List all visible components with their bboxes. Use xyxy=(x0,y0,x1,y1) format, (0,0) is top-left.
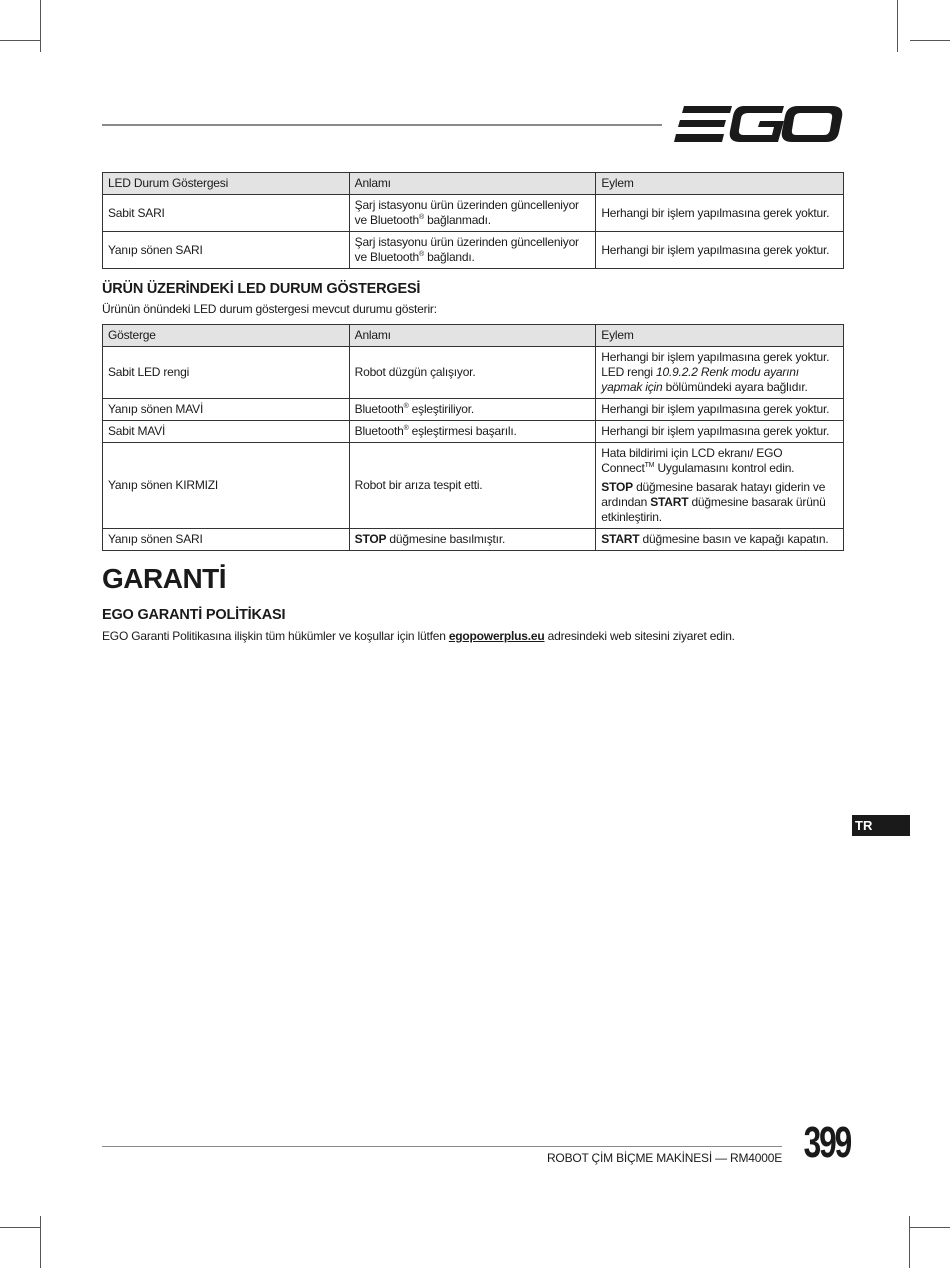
status-table xyxy=(102,172,844,269)
meaning-cell: Robot bir arıza tespit etti. xyxy=(349,443,596,529)
crop-mark xyxy=(910,1227,950,1228)
crop-mark xyxy=(0,1227,40,1228)
table-row xyxy=(103,399,844,421)
action-text: Hata bildirimi için LCD ekranı/ EGO Connect xyxy=(601,446,783,475)
column-header: Eylem xyxy=(596,173,844,195)
meaning-cell xyxy=(349,195,596,232)
column-header: Anlamı xyxy=(349,173,596,195)
meaning-text: Bluetooth xyxy=(354,424,404,438)
action-text: düğmesine basarak ürünü etkinleştirin. xyxy=(601,495,826,524)
table-header-row xyxy=(103,173,844,195)
column-header: Anlamı xyxy=(349,325,596,347)
header-rule xyxy=(102,124,662,126)
language-tab: TR xyxy=(852,815,910,836)
trademark: TM xyxy=(644,462,655,469)
indicator-cell: Yanıp sönen MAVİ xyxy=(103,399,350,421)
table-row xyxy=(103,347,844,399)
action-cell: Herhangi bir işlem yapılmasına gerek yoktur. xyxy=(596,421,844,443)
table-row xyxy=(103,443,844,529)
indicator-cell: Sabit SARI xyxy=(103,195,350,232)
action-cell: Herhangi bir işlem yapılmasına gerek yoktur. xyxy=(596,195,844,232)
action-cell: Herhangi bir işlem yapılmasına gerek yoktur. xyxy=(596,232,844,269)
action-text: Herhangi bir işlem yapılmasına gerek yoktur. LED rengi xyxy=(601,350,830,379)
warranty-link[interactable]: egopowerplus.eu xyxy=(448,629,545,643)
indicator-cell: Sabit LED rengi xyxy=(103,347,350,399)
registered-mark: ® xyxy=(403,425,409,432)
meaning-text: Bluetooth xyxy=(354,402,404,416)
action-cell xyxy=(596,347,844,399)
meaning-cell: Robot düzgün çalışıyor. xyxy=(349,347,596,399)
start-label: START xyxy=(650,495,689,509)
crop-mark xyxy=(40,1216,41,1268)
warranty-text-part: EGO Garanti Politikasına ilişkin tüm hükümler ve koşullar için lütfen xyxy=(102,629,449,643)
warranty-title: GARANTİ xyxy=(102,563,227,594)
column-header: Gösterge xyxy=(103,325,350,347)
registered-mark: ® xyxy=(418,214,424,221)
indicator-cell: Sabit MAVİ xyxy=(103,421,350,443)
action-text: düğmesine basın ve kapağı kapatın. xyxy=(639,532,829,546)
action-paragraph xyxy=(601,480,838,525)
meaning-cell xyxy=(349,529,596,551)
meaning-text: düğmesine basılmıştır. xyxy=(386,532,506,546)
warranty-text xyxy=(102,629,735,643)
column-header: LED Durum Göstergesi xyxy=(103,173,350,195)
section-heading: ÜRÜN ÜZERİNDEKİ LED DURUM GÖSTERGESİ xyxy=(102,281,421,297)
indicator-cell: Yanıp sönen SARI xyxy=(103,529,350,551)
meaning-text: Şarj istasyonu ürün üzerinden güncelleniyor ve Bluetooth xyxy=(354,198,579,227)
meaning-text: eşleştirmesi başarılı. xyxy=(408,424,517,438)
crop-mark xyxy=(910,40,950,41)
stop-label: STOP xyxy=(354,532,387,546)
table-row xyxy=(103,529,844,551)
footer-product-name: ROBOT ÇİM BİÇME MAKİNESİ — RM4000E xyxy=(546,1151,782,1165)
table-row xyxy=(103,195,844,232)
meaning-text: bağlandı. xyxy=(423,250,475,264)
meaning-text: Şarj istasyonu ürün üzerinden güncelleniyor ve Bluetooth xyxy=(354,235,579,264)
table-row xyxy=(103,232,844,269)
warranty-subtitle: EGO GARANTİ POLİTİKASI xyxy=(102,607,286,623)
meaning-cell xyxy=(349,421,596,443)
crop-mark xyxy=(40,0,41,52)
action-cell xyxy=(596,443,844,529)
action-cell xyxy=(596,529,844,551)
action-text: Uygulamasını kontrol edin. xyxy=(654,461,795,475)
action-cell: Herhangi bir işlem yapılmasına gerek yoktur. xyxy=(596,399,844,421)
table-row xyxy=(103,421,844,443)
section-intro: Ürünün önündeki LED durum göstergesi mevcut durumu gösterir: xyxy=(102,302,437,316)
table-header-row xyxy=(103,325,844,347)
indicator-cell: Yanıp sönen SARI xyxy=(103,232,350,269)
warranty-text-part: adresindeki web sitesini ziyaret edin. xyxy=(544,629,735,643)
column-header: Eylem xyxy=(596,325,844,347)
footer-rule xyxy=(102,1146,782,1147)
product-led-table xyxy=(102,324,844,551)
registered-mark: ® xyxy=(418,251,424,258)
ego-logo xyxy=(672,104,844,144)
crop-mark xyxy=(897,0,898,52)
meaning-text: eşleştiriliyor. xyxy=(408,402,475,416)
action-paragraph xyxy=(601,446,838,476)
start-label: START xyxy=(601,532,640,546)
meaning-text: bağlanmadı. xyxy=(423,213,491,227)
crop-mark xyxy=(0,40,40,41)
registered-mark: ® xyxy=(403,403,409,410)
action-text: bölümündeki ayara bağlıdır. xyxy=(662,380,808,394)
crop-mark xyxy=(909,1216,910,1268)
page-number: 399 xyxy=(803,1118,851,1167)
meaning-cell xyxy=(349,399,596,421)
section-reference: 10.9.2.2 Renk modu ayarını yapmak için xyxy=(601,365,799,394)
meaning-cell xyxy=(349,232,596,269)
action-text: düğmesine basarak hatayı giderin ve ardından xyxy=(601,480,826,509)
indicator-cell: Yanıp sönen KIRMIZI xyxy=(103,443,350,529)
stop-label: STOP xyxy=(601,480,633,494)
